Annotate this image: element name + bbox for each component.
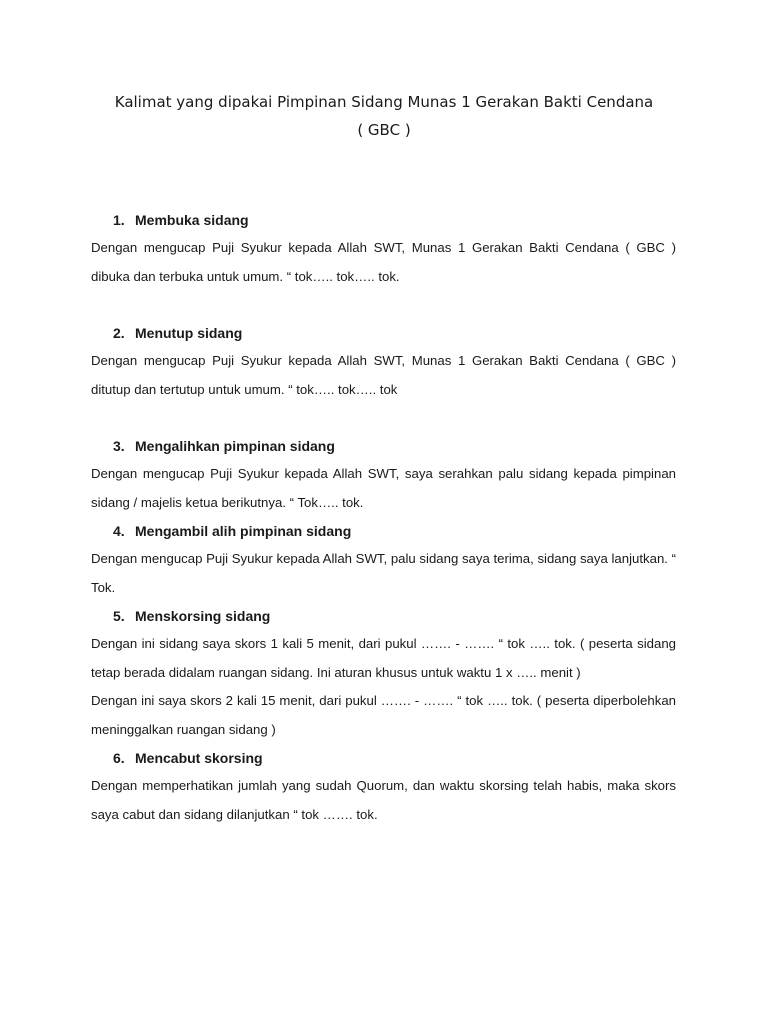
document-body [91,206,676,829]
section-heading [91,744,676,772]
section-heading-text: Membuka sidang [135,212,249,228]
section-paragraph: Dengan ini sidang saya skors 1 kali 5 menit, dari pukul ……. - ……. “ tok ….. tok. ( peserta sidang tetap berada didalam ruangan sidang. Ini aturan khusus untuk waktu 1 x ….. menit ) [91,636,676,680]
section-menskorsing-sidang [91,602,676,744]
section-number: 4. [113,523,125,539]
section-heading-text: Mengambil alih pimpinan sidang [135,523,352,539]
section-heading-text: Mengalihkan pimpinan sidang [135,438,335,454]
section-heading [91,206,676,234]
section-heading-text: Mencabut skorsing [135,750,263,766]
section-menutup-sidang [91,319,676,404]
section-paragraph: Dengan mengucap Puji Syukur kepada Allah SWT, palu sidang saya terima, sidang saya lanjutkan. “ Tok. [91,551,676,595]
section-paragraph: Dengan ini saya skors 2 kali 15 menit, dari pukul ……. - ……. “ tok ….. tok. ( peserta diperbolehkan meninggalkan ruangan sidang ) [91,693,676,737]
section-heading [91,432,676,460]
section-paragraph: Dengan mengucap Puji Syukur kepada Allah SWT, saya serahkan palu sidang kepada pimpinan sidang / majelis ketua berikutnya. “ Tok….. tok. [91,466,676,510]
section-number: 3. [113,438,125,454]
title-line-2: ( GBC ) [357,121,411,139]
section-number: 5. [113,608,125,624]
section-mencabut-skorsing [91,744,676,829]
section-heading [91,319,676,347]
section-mengambil-alih-pimpinan [91,517,676,602]
section-paragraph: Dengan memperhatikan jumlah yang sudah Quorum, dan waktu skorsing telah habis, maka skors saya cabut dan sidang dilanjutkan “ tok ……. tok. [91,778,676,822]
section-paragraph: Dengan mengucap Puji Syukur kepada Allah SWT, Munas 1 Gerakan Bakti Cendana ( GBC ) ditutup dan tertutup untuk umum. “ tok….. tok….. tok [91,353,676,397]
section-paragraph: Dengan mengucap Puji Syukur kepada Allah SWT, Munas 1 Gerakan Bakti Cendana ( GBC ) dibuka dan terbuka untuk umum. “ tok….. tok….. tok. [91,240,676,284]
section-mengalihkan-pimpinan [91,432,676,517]
section-membuka-sidang [91,206,676,291]
section-number: 1. [113,212,125,228]
section-heading [91,517,676,545]
section-heading-text: Menutup sidang [135,325,243,341]
section-heading-text: Menskorsing sidang [135,608,271,624]
section-number: 2. [113,325,125,341]
title-line-1: Kalimat yang dipakai Pimpinan Sidang Munas 1 Gerakan Bakti Cendana [114,93,654,111]
document-title [60,88,708,144]
section-number: 6. [113,750,125,766]
section-heading [91,602,676,630]
